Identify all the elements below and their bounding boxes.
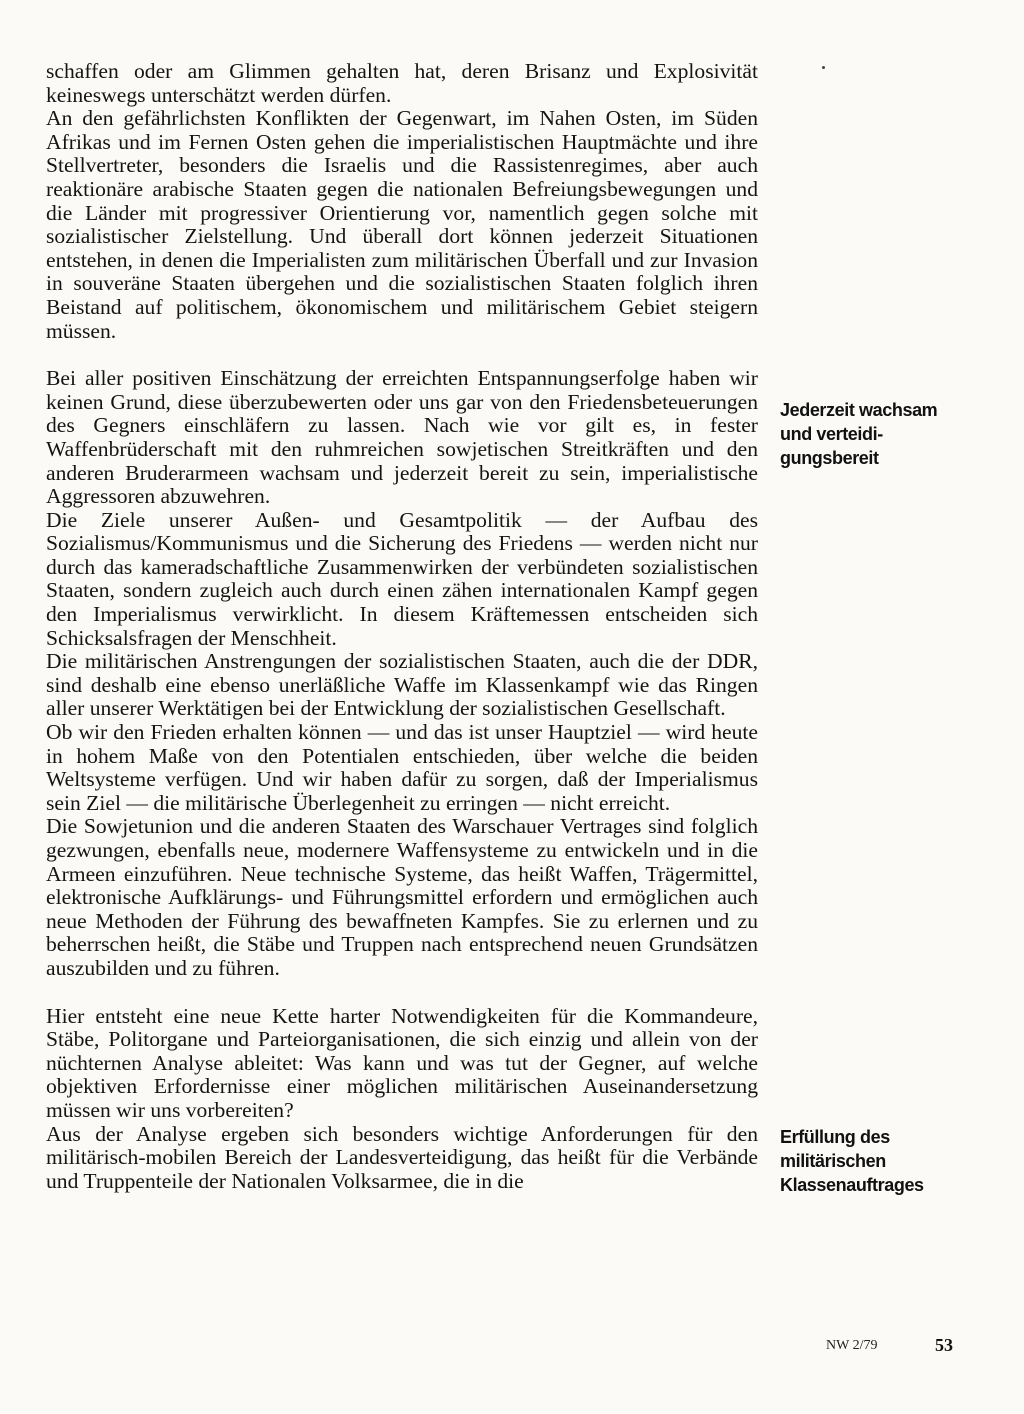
sidenote-line: Jederzeit wachsam bbox=[780, 400, 938, 420]
paragraph: Die militärischen Anstrengungen der sozialistischen Staaten, auch die der DDR, sind deshalb eine ebenso unerläßliche Waffe im Klassenkampf wie das Ringen aller unserer Werktätigen bei der Entwicklung der sozialistischen Gesellschaft. bbox=[46, 649, 758, 721]
print-speck bbox=[822, 66, 825, 69]
paragraph: Die Sowjetunion und die anderen Staaten des Warschauer Vertrages sind folglich gezwungen, ebenfalls neue, modernere Waffensysteme zu entwickeln und in die Armeen einzuführen. Neue technische Systeme, das heißt Waffen, Trägermittel, elektronische Aufklärungs- und Führungsmittel erfordern und ermöglichen auch neue Methoden der Führung des bewaffneten Kampfes. Sie zu erlernen und zu beherrschen heißt, die Stäbe und Truppen nach entsprechend neuen Grundsätzen auszubilden und zu führen. bbox=[46, 814, 758, 980]
paragraph: schaffen oder am Glimmen gehalten hat, deren Brisanz und Explosivität keineswegs unterschätzt werden dürfen. bbox=[46, 59, 758, 107]
sidenote-klassenauftrag bbox=[780, 1125, 950, 1197]
paragraph: Die Ziele unserer Außen- und Gesamtpolitik — der Aufbau des Sozialismus/Kommunismus und die Sicherung des Friedens — werden nicht nur durch das kameradschaftliche Zusammenwirken der verbündeten sozialistischen Staaten, sondern zugleich auch durch einen zähen internationalen Kampf gegen den Imperialismus verwirklicht. In diesem Kräftemessen entscheiden sich Schicksalsfragen der Menschheit. bbox=[46, 507, 758, 650]
main-text-column bbox=[46, 60, 758, 1193]
sidenote-line: militärischen bbox=[780, 1151, 886, 1171]
paragraph: Ob wir den Frieden erhalten können — und das ist unser Hauptziel — wird heute in hohem Maße von den Potentialen entschieden, über welche die beiden Weltsysteme verfügen. Und wir haben dafür zu sorgen, daß der Imperialismus sein Ziel — die militärische Überlegenheit zu erringen — nicht erreicht. bbox=[46, 720, 758, 815]
issue-label: NW 2/79 bbox=[826, 1338, 878, 1353]
sidenote-line: Erfüllung des bbox=[780, 1127, 890, 1147]
page-number: 53 bbox=[935, 1335, 953, 1355]
paragraph: Aus der Analyse ergeben sich besonders wichtige Anforderungen für den militärisch-mobilen Bereich der Landesverteidigung, das heißt für die Verbände und Truppenteile der Nationalen Volksarmee, die in die bbox=[46, 1121, 758, 1193]
sidenote-line: gungsbereit bbox=[780, 448, 879, 468]
paragraph: Hier entsteht eine neue Kette harter Notwendigkeiten für die Kommandeure, Stäbe, Politorgane und Parteiorganisationen, die sich einzig und allein von der nüchternen Analyse ableitet: Was kann und was tut der Gegner, auf welche objektiven Erfordernisse einer möglichen militärischen Auseinandersetzung müssen wir uns vorbereiten? bbox=[46, 1003, 758, 1122]
paragraph: An den gefährlichsten Konflikten der Gegenwart, im Nahen Osten, im Süden Afrikas und im Fernen Osten gehen die imperialistischen Hauptmächte und ihre Stellvertreter, besonders die Israelis und die Rassistenregimes, aber auch reaktionäre arabische Staaten gegen die nationalen Befreiungsbewegungen und die Länder mit progressiver Orientierung vor, namentlich gegen solche mit sozialistischer Zielstellung. Und überall dort können jederzeit Situationen entstehen, in denen die Imperialisten zum militärischen Überfall und zur Invasion in souveräne Staaten übergehen und die sozialistischen Staaten folglich ihren Beistand auf politischem, ökonomischem und militärischem Gebiet steigern müssen. bbox=[46, 106, 758, 343]
sidenote-line: Klassenauftrages bbox=[780, 1175, 924, 1195]
sidenote-jederzeit-wachsam bbox=[780, 398, 950, 470]
paragraph: Bei aller positiven Einschätzung der erreichten Entspannungserfolge haben wir keinen Grund, diese überzubewerten oder uns gar von den Friedensbeteuerungen des Gegners einschläfern zu lassen. Nach wie vor gilt es, in fester Waffenbrüderschaft mit den ruhmreichen sowjetischen Streitkräften und den anderen Bruderarmeen wachsam und jederzeit bereit zu sein, imperialistische Aggressoren abzuwehren. bbox=[46, 366, 758, 509]
sidenote-line: und verteidi- bbox=[780, 424, 883, 444]
